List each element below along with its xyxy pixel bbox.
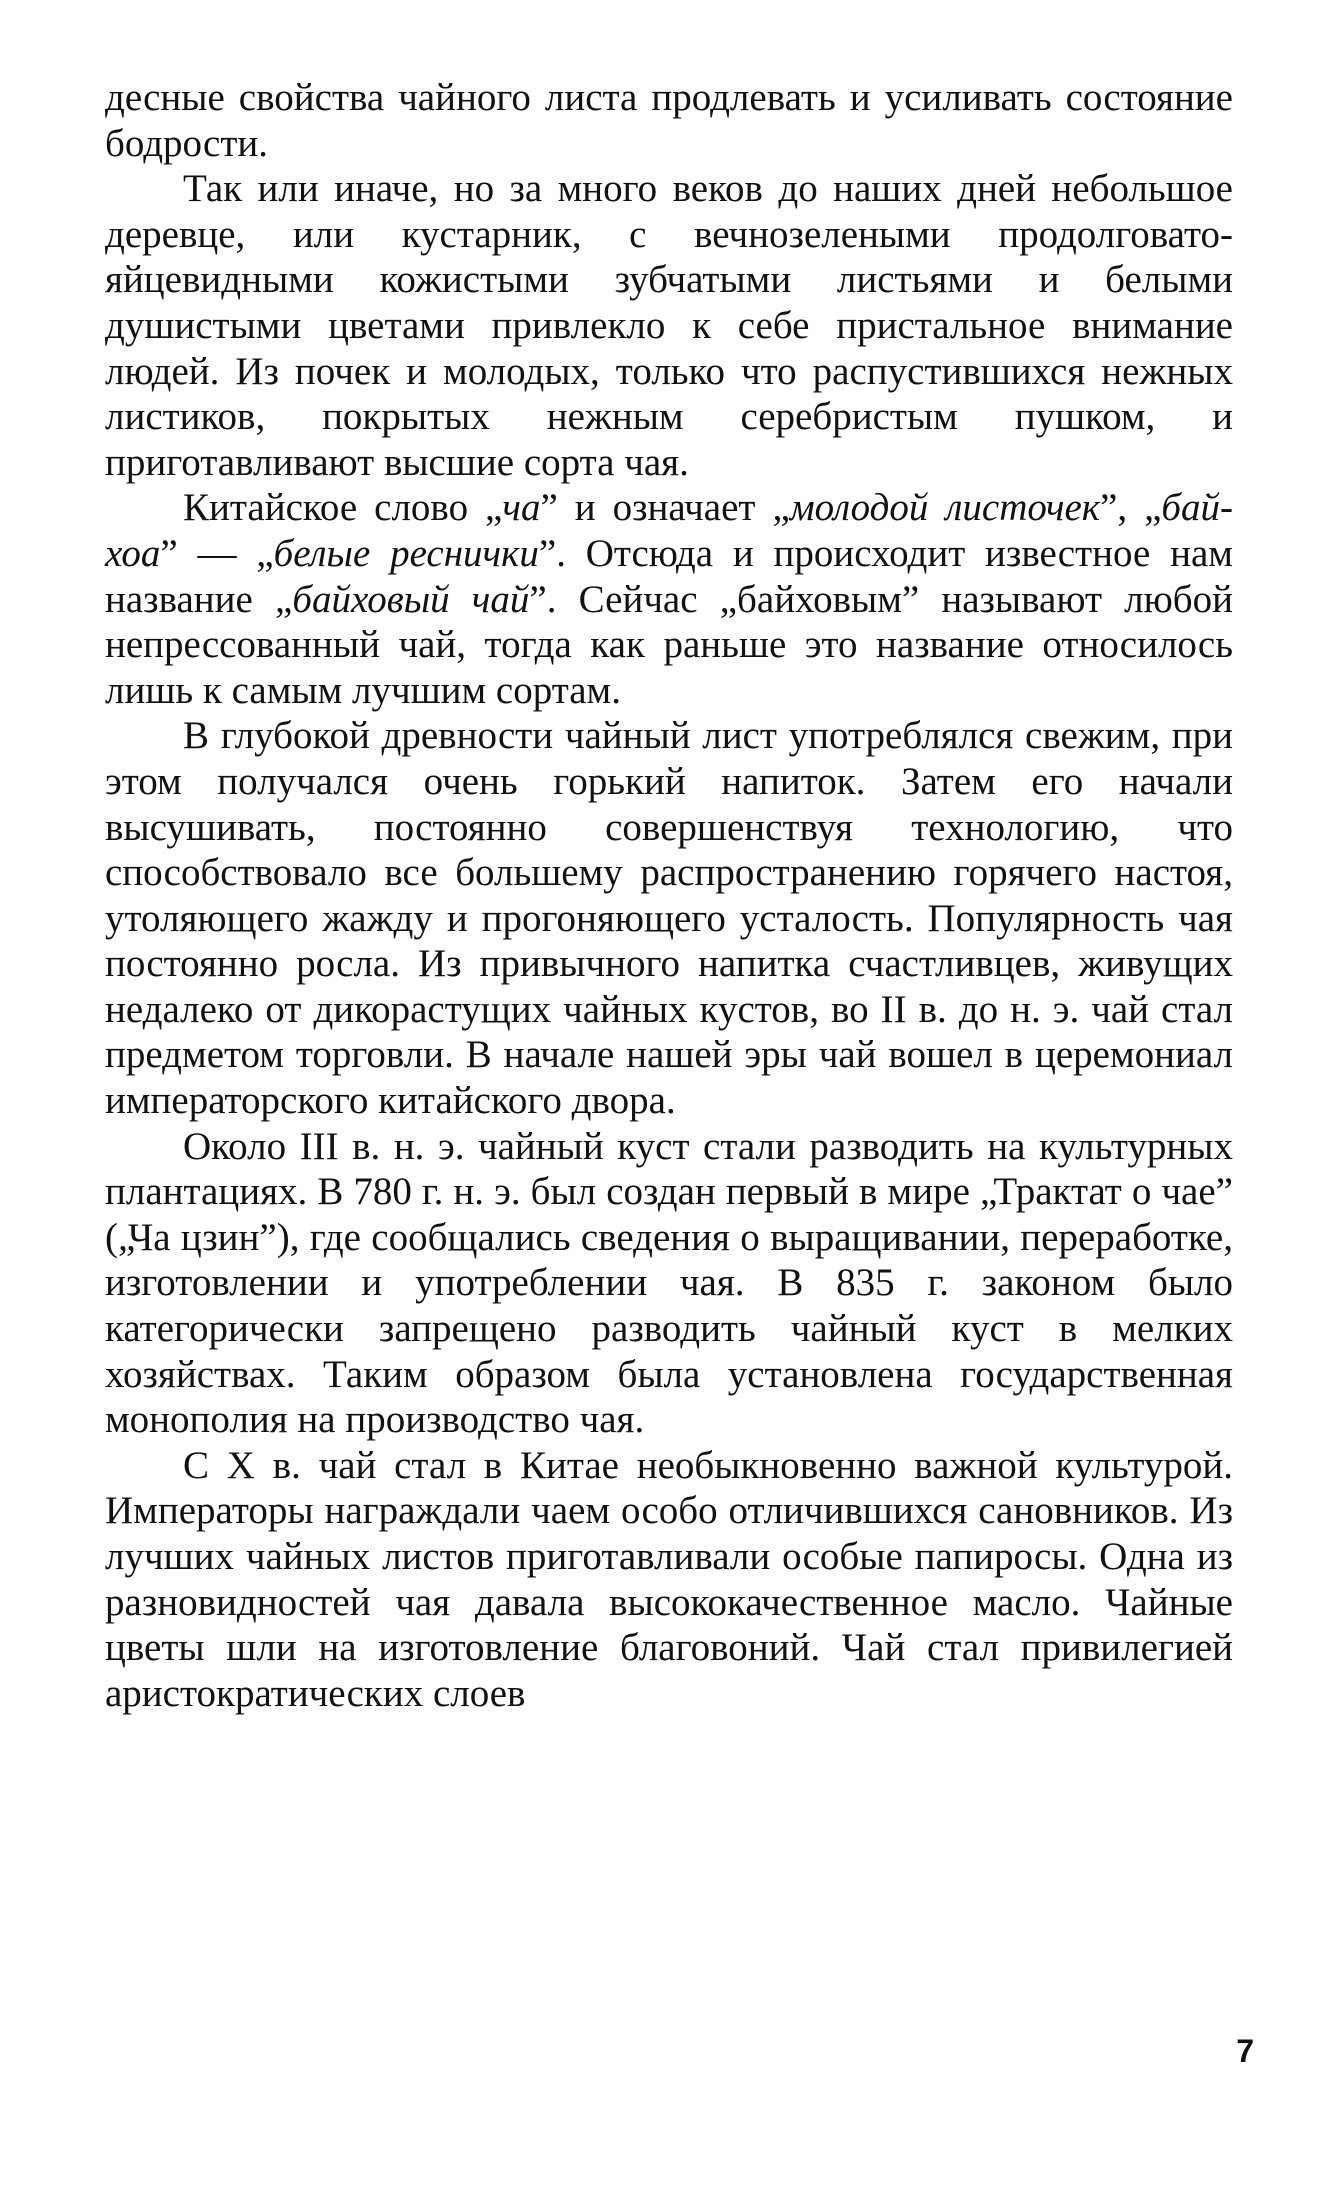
text-run: Так или иначе, но за много веков до наших дней небольшое деревце, или кустарник, с вечнозелеными продолговато-яйцевидными кожистыми зубчатыми листьями и белыми душистыми цветами привлекло к себе пристальное внимание людей. Из почек и молодых, только что распустившихся нежных листиков, покрытых нежным серебристым пушком, и приготавливают высшие сорта чая.: [105, 167, 1233, 484]
paragraph-1: [105, 75, 1233, 166]
paragraph-2: [105, 166, 1233, 485]
italic-term-white-lashes: белые реснички: [273, 531, 539, 575]
text-run: десные свойства чайного листа продлевать и усиливать состояние бодрости.: [105, 76, 1233, 165]
text-run: Китайское слово „: [183, 486, 503, 530]
text-run: ” — „: [160, 531, 274, 575]
paragraph-4: [105, 713, 1233, 1123]
paragraph-5: [105, 1124, 1233, 1443]
text-run: С X в. чай стал в Китае необыкновенно важной культурой. Императоры награждали чаем особо отличившихся сановников. Из лучших чайных листов приготавливали особые папиросы. Одна из разновидностей чая давала высококачественное масло. Чайные цветы шли на изготовление благовоний. Чай стал привилегией аристократических слоев: [105, 1443, 1233, 1715]
text-run: В глубокой древности чайный лист употреблялся свежим, при этом получался очень горький напиток. Затем его начали высушивать, постоянно совершенствуя технологию, что способствовало все большему распространению горячего настоя, утоляющего жажду и прогоняющего усталость. Популярность чая постоянно росла. Из привычного напитка счастливцев, живущих недалеко от дикорастущих чайных кустов, во II в. до н. э. чай стал предметом торговли. В начале нашей эры чай вошел в церемониал императорского китайского двора.: [105, 714, 1233, 1123]
text-run: ”. Сейчас „байховым” называют любой непрессованный чай, тогда как раньше это название относилось лишь к самым лучшим сортам.: [105, 577, 1233, 712]
italic-term-bai-hoa: бай-хоа: [105, 486, 1233, 575]
page-number: 7: [1236, 2033, 1254, 2069]
italic-term-baikhovy-chai: байховый чай: [292, 577, 530, 621]
text-run: ”. Отсюда и происходит известное нам название „: [105, 531, 1233, 621]
text-run: Около III в. н. э. чайный куст стали разводить на культурных плантациях. В 780 г. н. э. был создан первый в мире „Трактат о чае” („Ча цзин”), где сообщались сведения о выращивании, переработке, изготовлении и употреблении чая. В 835 г. законом было категорически запрещено разводить чайный куст в мелких хозяйствах. Таким образом была установлена государственная монополия на производство чая.: [105, 1124, 1233, 1442]
page-body: [105, 75, 1233, 2155]
text-run: ”, „: [1100, 486, 1162, 530]
paragraph-3: [105, 485, 1233, 713]
italic-term-cha: ча: [502, 486, 541, 530]
italic-term-young-leaf: молодой листочек: [789, 486, 1101, 530]
paragraph-6: [105, 1443, 1233, 1717]
text-run: ” и означает „: [540, 486, 790, 530]
